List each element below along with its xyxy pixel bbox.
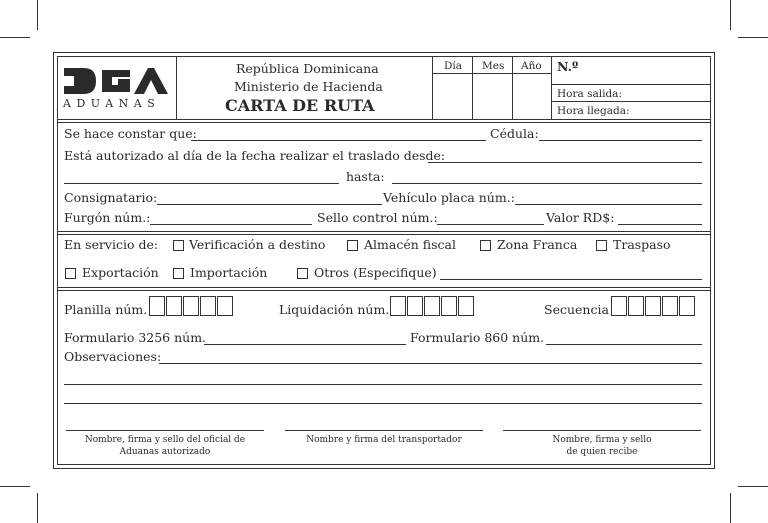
liquidacion-boxes[interactable] — [390, 296, 475, 316]
vehiculo-label: Vehículo placa núm.: — [383, 190, 515, 205]
consignatario-field[interactable] — [157, 204, 382, 205]
furgon-field[interactable] — [150, 224, 312, 225]
signature-line-transportador[interactable] — [285, 430, 483, 431]
logo-subtitle: ADUANAS — [63, 97, 161, 110]
signature-transportador-label: Nombre y firma del transportador — [306, 435, 462, 445]
observaciones-line[interactable] — [64, 403, 702, 404]
crop-mark — [730, 493, 731, 523]
planilla-label: Planilla núm. — [64, 302, 148, 317]
option-otros: Otros (Especifique) — [314, 265, 437, 280]
furgon-label: Furgón núm.: — [64, 210, 151, 225]
dga-logo-mark — [62, 66, 170, 96]
formulario-860-field[interactable] — [546, 344, 702, 345]
option-verificacion: Verificación a destino — [189, 237, 326, 252]
checkbox-zona-franca[interactable] — [480, 240, 491, 251]
crop-mark — [37, 493, 38, 523]
autorizado-label: Está autorizado al día de la fecha realizar el traslado desde: — [64, 148, 446, 163]
option-zona-franca: Zona Franca — [497, 237, 578, 252]
en-servicio-label: En servicio de: — [64, 237, 159, 252]
hasta-label: hasta: — [346, 169, 385, 184]
cedula-label: Cédula: — [490, 126, 539, 141]
crop-mark — [730, 0, 731, 30]
formulario-860-label: Formulario 860 núm. — [410, 330, 545, 345]
secuencia-boxes[interactable] — [611, 296, 696, 316]
cedula-field[interactable] — [539, 140, 702, 141]
desde-field[interactable] — [428, 162, 702, 163]
signature-oficial-line1: Nombre, firma y sello del oficial de — [84, 435, 246, 445]
country-name: República Dominicana — [236, 61, 379, 76]
signature-line-recibe[interactable] — [503, 430, 701, 431]
constar-field[interactable] — [191, 140, 486, 141]
signature-recibe-line2: de quien recibe — [566, 447, 638, 457]
checkbox-otros[interactable] — [297, 268, 308, 279]
col-dia: Día — [444, 60, 463, 72]
option-traspaso: Traspaso — [613, 237, 671, 252]
checkbox-almacen[interactable] — [347, 240, 358, 251]
col-mes: Mes — [482, 60, 505, 72]
planilla-boxes[interactable] — [149, 296, 234, 316]
signature-oficial-line2: Aduanas autorizado — [119, 447, 211, 457]
valor-label: Valor RD$: — [546, 210, 615, 225]
checkbox-verificacion[interactable] — [173, 240, 184, 251]
checkbox-importacion[interactable] — [173, 268, 184, 279]
form-title: CARTA DE RUTA — [225, 96, 375, 115]
formulario-3256-field[interactable] — [204, 344, 406, 345]
numero-label: N.º — [557, 59, 579, 74]
signature-recibe — [503, 434, 701, 458]
constar-label: Se hace constar que: — [64, 126, 197, 141]
secuencia-label: Secuencia — [544, 302, 609, 317]
hora-salida-label: Hora salida: — [557, 88, 622, 100]
option-almacen: Almacén fiscal — [364, 237, 456, 252]
formulario-3256-label: Formulario 3256 núm. — [64, 330, 207, 345]
desde-field-continued[interactable] — [64, 183, 339, 184]
signature-oficial — [66, 434, 264, 458]
crop-mark — [738, 37, 768, 38]
option-importacion: Importación — [190, 265, 268, 280]
hora-llegada-label: Hora llegada: — [557, 105, 630, 117]
crop-mark — [0, 486, 30, 487]
signature-line-oficial[interactable] — [66, 430, 264, 431]
hasta-field[interactable] — [392, 183, 702, 184]
crop-mark — [738, 486, 768, 487]
crop-mark — [37, 0, 38, 30]
vehiculo-field[interactable] — [515, 204, 702, 205]
crop-mark — [0, 37, 30, 38]
sello-field[interactable] — [437, 224, 544, 225]
ministry-name: Ministerio de Hacienda — [234, 79, 383, 94]
signature-transportador — [285, 434, 483, 446]
consignatario-label: Consignatario: — [64, 190, 158, 205]
checkbox-exportacion[interactable] — [65, 268, 76, 279]
col-ano: Año — [521, 60, 542, 72]
otros-field[interactable] — [440, 279, 702, 280]
sello-label: Sello control núm.: — [317, 210, 438, 225]
valor-field[interactable] — [618, 224, 702, 225]
observaciones-field[interactable] — [159, 363, 702, 364]
observaciones-label: Observaciones: — [64, 349, 162, 364]
observaciones-line[interactable] — [64, 384, 702, 385]
option-exportacion: Exportación — [82, 265, 159, 280]
liquidacion-label: Liquidación núm. — [279, 302, 390, 317]
signature-recibe-line1: Nombre, firma y sello — [552, 435, 652, 445]
checkbox-traspaso[interactable] — [596, 240, 607, 251]
